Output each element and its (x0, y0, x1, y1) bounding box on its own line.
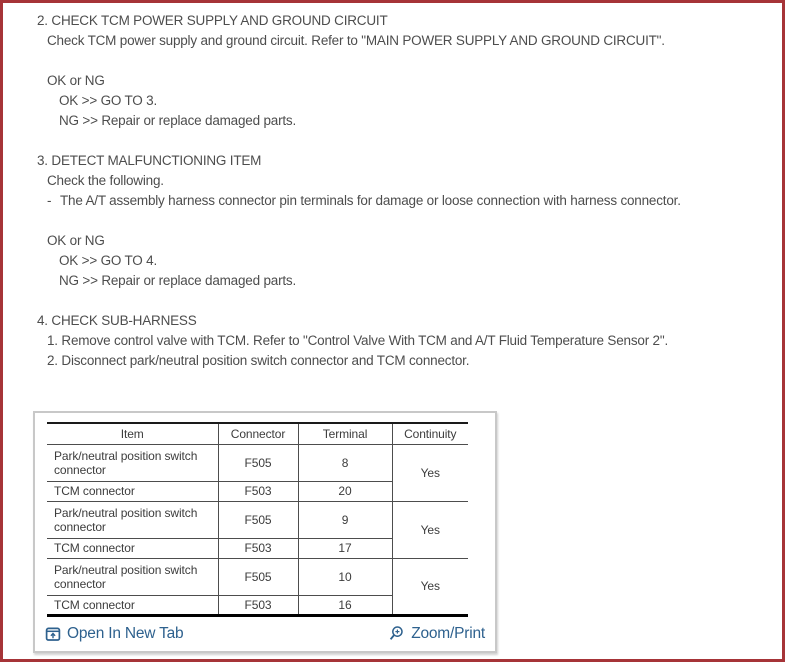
step2-ok-or-ng: OK or NG (47, 73, 105, 88)
cell-terminal: 9 (298, 501, 392, 538)
step3-ok-result: OK >> GO TO 4. (59, 253, 157, 268)
table-toolbar (35, 617, 495, 651)
cell-connector: F505 (218, 501, 298, 538)
column-header-connector: Connector (218, 423, 298, 444)
zoom-print-link[interactable] (388, 624, 485, 644)
table-row (47, 501, 468, 538)
cell-terminal: 17 (298, 538, 392, 558)
cell-continuity: Yes (392, 444, 468, 501)
step3-ng-result: NG >> Repair or replace damaged parts. (59, 273, 297, 288)
bullet-dash: - (47, 193, 52, 208)
cell-item: Park/neutral position switch connector (47, 444, 218, 481)
step3-bullet-item (47, 191, 782, 211)
zoom-magnifier-icon (388, 625, 405, 642)
step4-heading: 4. CHECK SUB-HARNESS (37, 313, 197, 328)
column-header-terminal: Terminal (298, 423, 392, 444)
step2-body: Check TCM power supply and ground circuit. Refer to "MAIN POWER SUPPLY AND GROUND CIRCUIT". (47, 33, 665, 48)
open-in-new-tab-link[interactable] (45, 624, 183, 644)
step3-bullet-text: The A/T assembly harness connector pin terminals for damage or loose connection with harness connector. (60, 193, 681, 208)
cell-terminal: 16 (298, 595, 392, 615)
step4-line2: 2. Disconnect park/neutral position switch connector and TCM connector. (47, 353, 470, 368)
continuity-table (47, 422, 468, 617)
document-content (3, 3, 782, 653)
table-row (47, 444, 468, 481)
cell-connector: F505 (218, 558, 298, 595)
step4-line1: 1. Remove control valve with TCM. Refer to "Control Valve With TCM and A/T Fluid Temperature Sensor 2". (47, 333, 668, 348)
zoom-print-label: Zoom/Print (411, 624, 485, 642)
cell-connector: F505 (218, 444, 298, 481)
cell-item: Park/neutral position switch connector (47, 558, 218, 595)
cell-terminal: 8 (298, 444, 392, 481)
cell-item: Park/neutral position switch connector (47, 501, 218, 538)
cell-continuity: Yes (392, 501, 468, 558)
open-in-new-tab-icon (45, 626, 61, 642)
table-header-row (47, 423, 468, 444)
cell-connector: F503 (218, 595, 298, 615)
column-header-item: Item (47, 423, 218, 444)
cell-item: TCM connector (47, 538, 218, 558)
step2-ng-result: NG >> Repair or replace damaged parts. (59, 113, 297, 128)
step3-ok-or-ng: OK or NG (47, 233, 105, 248)
step3-body: Check the following. (47, 173, 164, 188)
cell-terminal: 20 (298, 481, 392, 501)
cell-connector: F503 (218, 538, 298, 558)
step2-ok-result: OK >> GO TO 3. (59, 93, 157, 108)
column-header-continuity: Continuity (392, 423, 468, 444)
step3-heading: 3. DETECT MALFUNCTIONING ITEM (37, 153, 262, 168)
open-in-new-tab-label: Open In New Tab (67, 624, 184, 642)
cell-terminal: 10 (298, 558, 392, 595)
step2-heading: 2. CHECK TCM POWER SUPPLY AND GROUND CIRCUIT (37, 13, 388, 28)
table-row (47, 558, 468, 595)
cell-item: TCM connector (47, 481, 218, 501)
cell-item: TCM connector (47, 595, 218, 615)
cell-connector: F503 (218, 481, 298, 501)
table-card (33, 411, 497, 653)
cell-continuity: Yes (392, 558, 468, 615)
